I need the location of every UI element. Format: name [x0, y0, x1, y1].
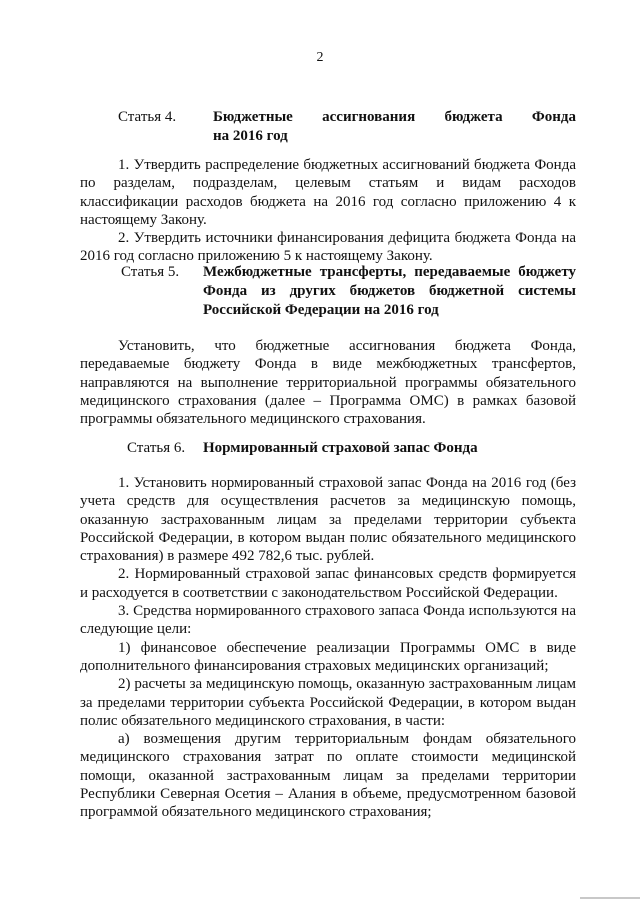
article-5-label: Статья 5. [121, 264, 180, 280]
scan-edge-mark [580, 897, 640, 899]
article-4-title-line1: Бюджетные ассигнования бюджета Фонда [213, 109, 576, 125]
article-6-paragraph-1: 1. Установить нормированный страховой запас Фонда на 2016 год (без учета средств для осуществления расчетов за медицинскую помощь, оказанную застрахованным лицам за пределами территории субъекта Российской Федерации, в котором выдан полис обязательного медицинского страхования) в размере 492 782,6 тыс. рублей. [80, 475, 576, 565]
article-4-paragraph-2: 2. Утвердить источники финансирования дефицита бюджета Фонда на 2016 год согласно приложению 5 к настоящему Закону. [80, 230, 576, 265]
article-5-title: Межбюджетные трансферты, передаваемые бюджету Фонда из других бюджетов бюджетной системы Российской Федерации на 2016 год [203, 264, 576, 318]
article-6-title: Нормированный страховой запас Фонда [203, 440, 478, 456]
article-6-heading [127, 439, 576, 458]
article-4-label: Статья 4. [118, 109, 177, 125]
article-6-body [80, 474, 576, 822]
article-4-body [80, 156, 576, 266]
article-6-paragraph-6: а) возмещения другим территориальным фондам обязательного медицинского страхования затрат по оплате стоимости медицинской помощи, оказанной застрахованным лицам за пределами территории Республики Северная Осетия – Алания в объеме, предусмотренном базовой программой обязательного медицинского страхования; [80, 731, 576, 821]
article-4-title-line2: на 2016 год [213, 128, 288, 144]
article-6-paragraph-2: 2. Нормированный страховой запас финансовых средств формируется и расходуется в соответствии с законодательством Российской Федерации. [80, 566, 576, 601]
article-6-paragraph-3: 3. Средства нормированного страхового запаса Фонда используются на следующие цели: [80, 603, 576, 638]
article-6-paragraph-5: 2) расчеты за медицинскую помощь, оказанную застрахованным лицам за пределами территории субъекта Российской Федерации, в котором выдан полис обязательного медицинского страхования, в части: [80, 676, 576, 729]
article-4-paragraph-1: 1. Утвердить распределение бюджетных ассигнований бюджета Фонда по разделам, подразделам, целевым статьям и видам расходов классификации расходов бюджета на 2016 год согласно приложению 4 к настоящему Закону. [80, 157, 576, 228]
page-number: 2 [316, 50, 324, 65]
article-6-paragraph-4: 1) финансовое обеспечение реализации Программы ОМС в виде дополнительного финансирования страховых медицинских организаций; [80, 639, 576, 674]
article-6-label: Статья 6. [127, 440, 186, 456]
article-5-paragraph-1: Установить, что бюджетные ассигнования бюджета Фонда, передаваемые бюджету Фонда в виде межбюджетных трансфертов, направляются на выполнение территориальной программы обязательного медицинского страхования (далее – Программа ОМС) в рамках базовой программы обязательного медицинского страхования. [80, 338, 576, 428]
article-5-heading [121, 263, 576, 320]
article-4-heading [118, 108, 576, 146]
